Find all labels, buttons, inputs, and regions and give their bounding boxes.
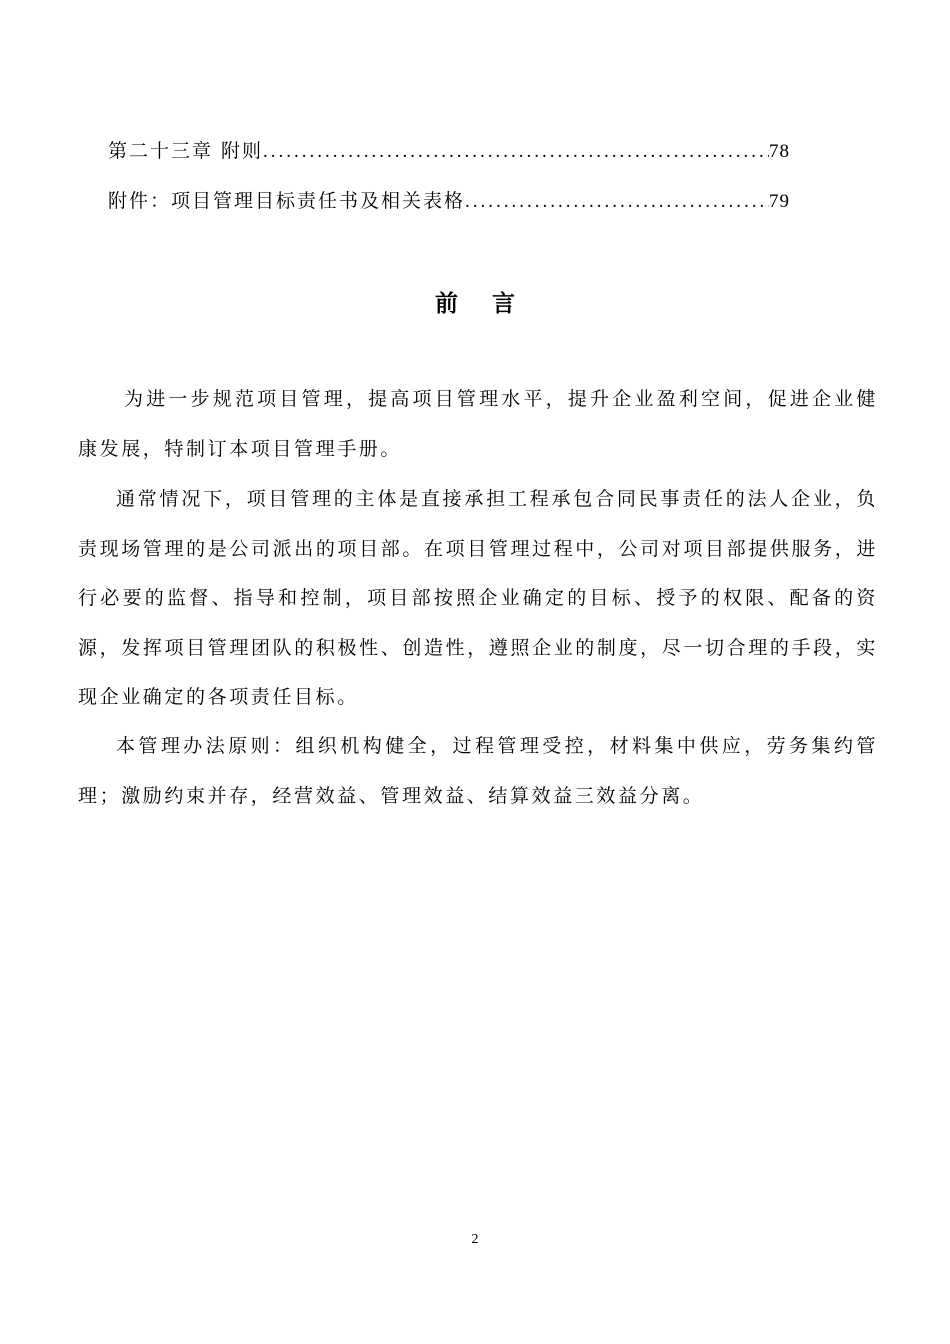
preface-paragraph: 为进一步规范项目管理，提高项目管理水平，提升企业盈利空间，促进企业健康发展，特制订本项目管理手册。 bbox=[78, 388, 878, 460]
toc-entry-page: 78 bbox=[769, 141, 790, 162]
page-number: 2 bbox=[471, 1232, 479, 1247]
preface-heading: 前言 bbox=[435, 290, 549, 317]
toc-dot-leader bbox=[263, 138, 769, 166]
toc-entry-title: 附件：项目管理目标责任书及相关表格 bbox=[108, 190, 466, 212]
toc-entry[interactable] bbox=[108, 187, 790, 215]
preface-paragraph: 本管理办法原则：组织机构健全，过程管理受控，材料集中供应，劳务集约管理；激励约束并存，经营效益、管理效益、结算效益三效益分离。 bbox=[78, 735, 878, 807]
preface-paragraph: 通常情况下，项目管理的主体是直接承担工程承包合同民事责任的法人企业，负责现场管理的是公司派出的项目部。在项目管理过程中，公司对项目部提供服务，进行必要的监督、指导和控制，项目部按照企业确定的目标、授予的权限、配备的资源，发挥项目管理团队的积极性、创造性，遵照企业的制度，尽一切合理的手段，实现企业确定的各项责任目标。 bbox=[78, 488, 878, 708]
toc-entry[interactable] bbox=[108, 137, 790, 165]
toc-entry-title: 第二十三章 附则 bbox=[108, 140, 264, 162]
toc-entry-page: 79 bbox=[769, 191, 790, 212]
toc-dot-leader bbox=[465, 188, 769, 216]
